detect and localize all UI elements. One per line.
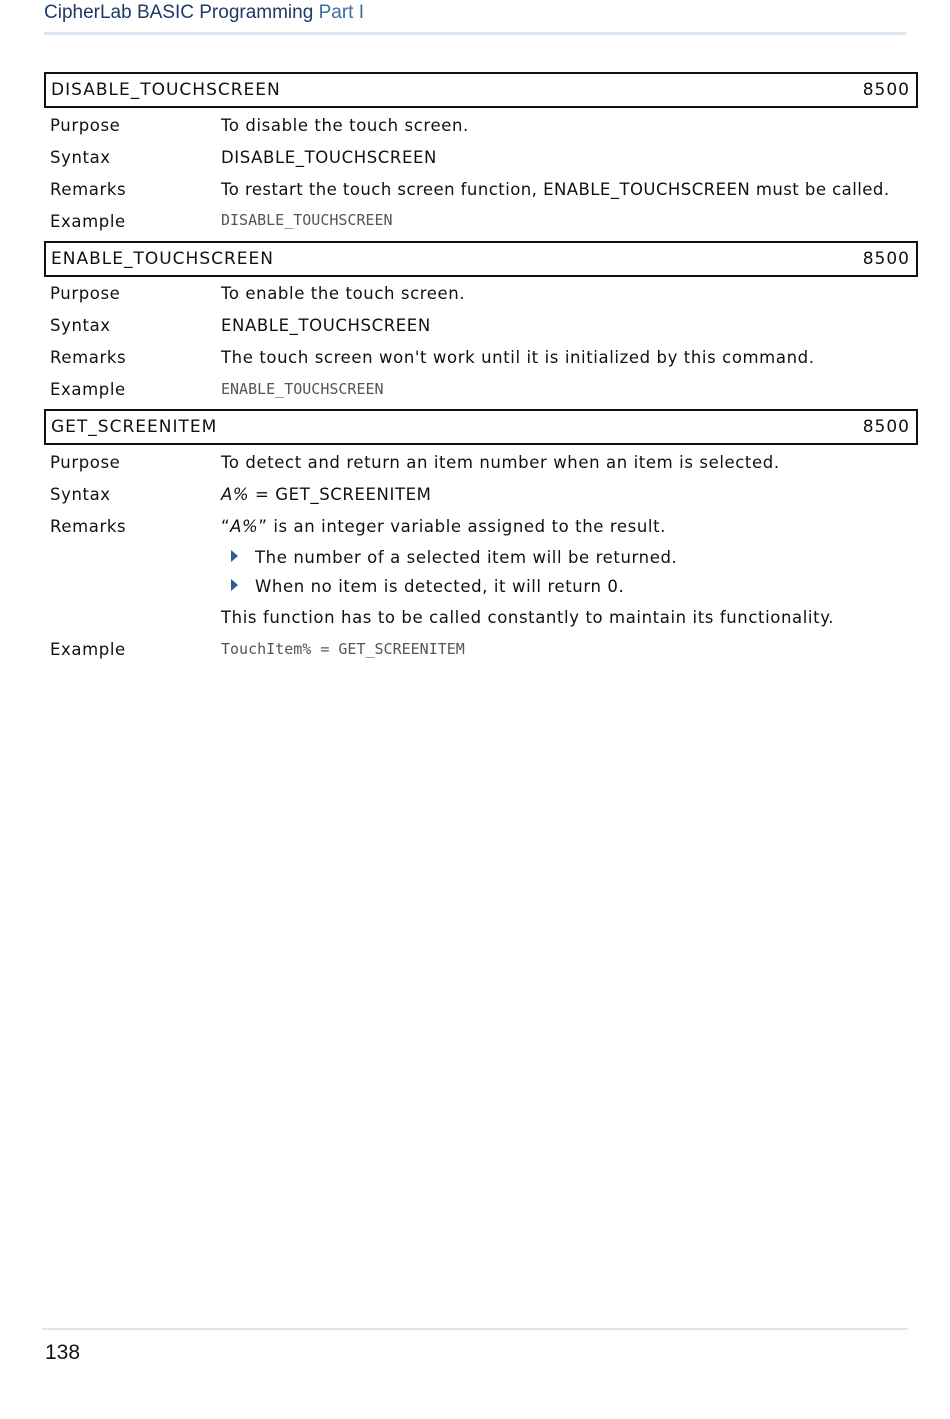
footer-divider (42, 1328, 908, 1330)
syntax-label: Syntax (50, 316, 111, 335)
syntax-label: Syntax (50, 485, 111, 504)
syntax-rest: = GET_SCREENITEM (249, 485, 432, 504)
syntax-text: DISABLE_TOUCHSCREEN (221, 148, 437, 167)
example-label: Example (50, 380, 126, 399)
remarks-label: Remarks (50, 180, 127, 199)
purpose-text: To enable the touch screen. (221, 284, 466, 303)
command-heading-disable-touchscreen (44, 72, 918, 108)
example-label: Example (50, 212, 126, 231)
purpose-label: Purpose (50, 116, 121, 135)
purpose-text: To detect and return an item number when an item is selected. (221, 453, 780, 472)
purpose-label: Purpose (50, 453, 121, 472)
command-model: 8500 (862, 80, 910, 100)
bullet-item: The number of a selected item will be returned. (255, 548, 678, 567)
purpose-text: To disable the touch screen. (221, 116, 469, 135)
command-model: 8500 (862, 417, 910, 437)
example-label: Example (50, 640, 126, 659)
remarks-note: This function has to be called constantly to maintain its functionality. (221, 608, 835, 627)
header-part: Part I (318, 2, 364, 23)
syntax-text (221, 485, 432, 504)
running-header (44, 2, 364, 24)
syntax-label: Syntax (50, 148, 111, 167)
remarks-text: To restart the touch screen function, ENABLE_TOUCHSCREEN must be called. (221, 180, 890, 199)
command-model: 8500 (862, 249, 910, 269)
command-heading-get-screenitem (44, 409, 918, 445)
example-code: TouchItem% = GET_SCREENITEM (221, 640, 465, 658)
remarks-variable: A% (230, 517, 259, 536)
triangle-bullet-icon (231, 550, 238, 562)
remarks-rest: ” is an integer variable assigned to the result. (258, 517, 667, 536)
header-title: CipherLab BASIC Programming (44, 2, 314, 23)
remarks-text: The touch screen won't work until it is initialized by this command. (221, 348, 815, 367)
example-code: DISABLE_TOUCHSCREEN (221, 211, 393, 229)
bullet-item: When no item is detected, it will return 0. (255, 577, 625, 596)
syntax-variable: A% (221, 485, 250, 504)
command-name: ENABLE_TOUCHSCREEN (51, 249, 274, 269)
remarks-text (221, 517, 666, 536)
purpose-label: Purpose (50, 284, 121, 303)
remarks-label: Remarks (50, 517, 127, 536)
remarks-label: Remarks (50, 348, 127, 367)
command-heading-enable-touchscreen (44, 241, 918, 277)
header-divider (44, 32, 906, 35)
command-name: GET_SCREENITEM (51, 417, 218, 437)
page-number: 138 (45, 1341, 81, 1364)
example-code: ENABLE_TOUCHSCREEN (221, 380, 384, 398)
command-name: DISABLE_TOUCHSCREEN (51, 80, 281, 100)
triangle-bullet-icon (231, 579, 238, 591)
syntax-text: ENABLE_TOUCHSCREEN (221, 316, 431, 335)
open-quote: “ (221, 517, 231, 536)
